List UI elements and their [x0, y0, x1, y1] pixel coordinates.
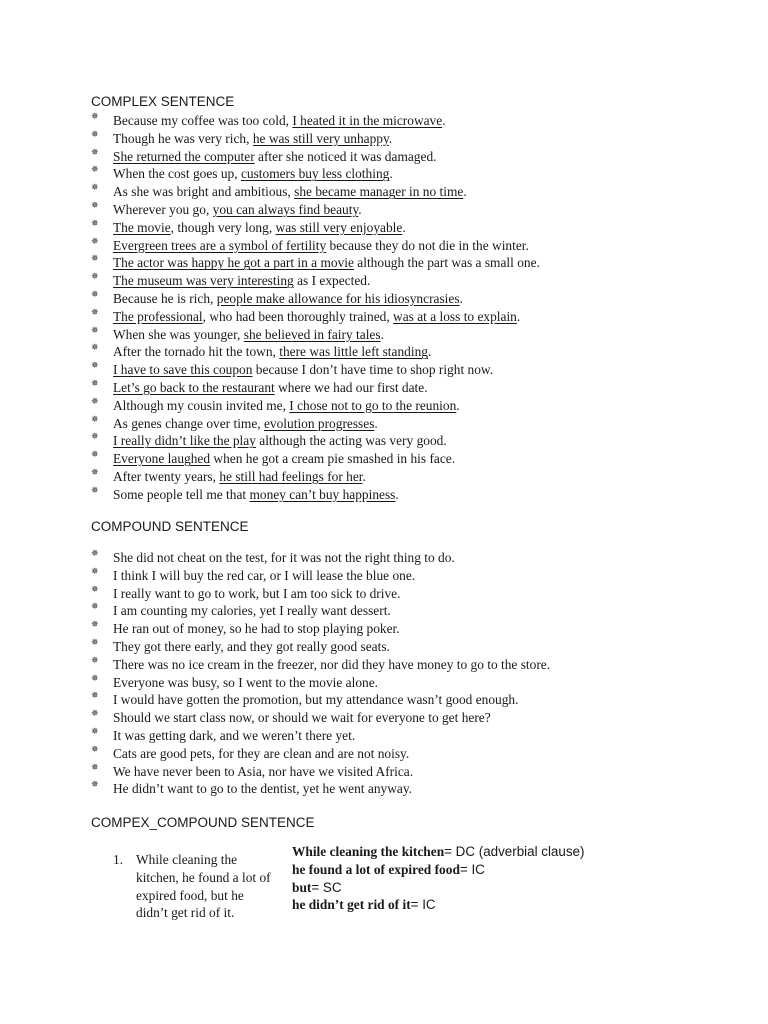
- compound-sentence-list: [0, 549, 550, 798]
- main-clause-underlined: I chose not to go to the reunion: [289, 397, 457, 413]
- clause-text: .: [362, 468, 366, 484]
- main-clause-underlined: she believed in fairy tales: [243, 326, 381, 342]
- analysis-row: [292, 843, 584, 861]
- complex-sentence-heading: COMPLEX SENTENCE: [91, 94, 235, 109]
- bullet-icon: ✵: [91, 485, 99, 496]
- bullet-icon: ✵: [91, 450, 99, 461]
- list-item: [0, 602, 550, 620]
- main-clause-underlined: She returned the computer: [113, 148, 255, 164]
- main-clause-underlined: there was little left standing: [279, 344, 428, 360]
- sentence-text: I would have gotten the promotion, but my attendance wasn’t good enough.: [113, 692, 519, 708]
- complex-compound-example: [0, 843, 768, 943]
- bullet-icon: ✵: [91, 129, 99, 140]
- clause-label: = IC: [459, 861, 485, 877]
- clause-text: .: [395, 486, 399, 502]
- clause-text: , though very long,: [170, 219, 276, 235]
- list-item: [0, 361, 540, 379]
- bullet-icon: ✵: [91, 254, 99, 265]
- clause-text: Some people tell me that: [113, 486, 250, 502]
- bullet-icon: ✵: [91, 183, 99, 194]
- main-clause-underlined: Let’s go back to the restaurant: [113, 379, 275, 395]
- list-item: [0, 549, 550, 567]
- list-item: [0, 567, 550, 585]
- list-item: [0, 343, 540, 361]
- clause-text: After twenty years,: [113, 468, 220, 484]
- analysis-row: [292, 861, 584, 879]
- main-clause-underlined: was at a loss to explain: [393, 308, 517, 324]
- clause-text: As genes change over time,: [113, 415, 264, 431]
- list-item: [0, 308, 540, 326]
- main-clause-underlined: The actor was happy he got a part in a movie: [113, 255, 354, 271]
- list-item: [0, 326, 540, 344]
- sentence-text: It was getting dark, and we weren’t there yet.: [113, 727, 356, 743]
- sentence-text: Should we start class now, or should we wait for everyone to get here?: [113, 710, 491, 726]
- main-clause-underlined: The professional: [113, 308, 203, 324]
- bullet-icon: ✵: [91, 467, 99, 478]
- clause-text: .: [456, 397, 460, 413]
- bullet-icon: ✵: [91, 566, 99, 577]
- clause-text: .: [358, 201, 362, 217]
- main-clause-underlined: The movie: [113, 219, 171, 235]
- bullet-icon: ✵: [91, 218, 99, 229]
- list-item: [0, 112, 540, 130]
- bullet-icon: ✵: [91, 200, 99, 211]
- clause-text: Because he is rich,: [113, 290, 217, 306]
- bullet-icon: ✵: [91, 325, 99, 336]
- list-item: [0, 745, 550, 763]
- clause-text: As she was bright and ambitious,: [113, 184, 295, 200]
- bullet-icon: ✵: [91, 361, 99, 372]
- sentence-text: Cats are good pets, for they are clean and are not noisy.: [113, 745, 410, 761]
- bullet-icon: ✵: [91, 637, 99, 648]
- clause-text: as I expected.: [293, 273, 371, 289]
- main-clause-underlined: I heated it in the microwave: [292, 113, 443, 128]
- sentence-text: She did not cheat on the test, for it was not the right thing to do.: [113, 550, 455, 565]
- bullet-icon: ✵: [91, 584, 99, 595]
- bullet-icon: ✵: [91, 602, 99, 613]
- list-item: [0, 432, 540, 450]
- clause-text: .: [459, 290, 463, 306]
- bullet-icon: ✵: [91, 762, 99, 773]
- main-clause-underlined: he was still very unhappy: [252, 130, 389, 146]
- sentence-line: expired food, but he: [136, 887, 244, 903]
- clause-part: he didn’t get rid of it: [292, 897, 411, 913]
- list-item: [0, 219, 540, 237]
- sentence-line: While cleaning the: [136, 852, 238, 867]
- bullet-icon: ✵: [91, 620, 99, 631]
- bullet-icon: ✵: [91, 780, 99, 791]
- main-clause-underlined: he still had feelings for her: [219, 468, 363, 484]
- list-item: [0, 486, 540, 504]
- list-item: [0, 709, 550, 727]
- analysis-row: [292, 879, 584, 897]
- list-item: [0, 183, 540, 201]
- clause-text: Wherever you go,: [113, 201, 213, 217]
- bullet-icon: ✵: [91, 112, 99, 122]
- list-item: [0, 290, 540, 308]
- list-item: [0, 727, 550, 745]
- clause-text: When the cost goes up,: [113, 166, 241, 182]
- bullet-icon: ✵: [91, 236, 99, 247]
- bullet-icon: ✵: [91, 289, 99, 300]
- clause-text: .: [388, 130, 393, 146]
- bullet-icon: ✵: [91, 378, 99, 389]
- sentence-line: didn’t get rid of it.: [136, 905, 235, 921]
- main-clause-underlined: The museum was very interesting: [113, 273, 294, 289]
- main-clause-underlined: money can’t buy happiness: [249, 486, 396, 502]
- complex-compound-heading: COMPEX_COMPOUND SENTENCE: [91, 815, 315, 830]
- clause-text: .: [463, 184, 467, 200]
- clause-text: Although my cousin invited me,: [113, 397, 290, 413]
- list-item: [0, 272, 540, 290]
- list-item: [0, 674, 550, 692]
- example-sentence: [136, 851, 290, 922]
- bullet-icon: ✵: [91, 414, 99, 425]
- list-item: [0, 691, 550, 709]
- list-item: [0, 130, 540, 148]
- clause-part: While cleaning the kitchen: [292, 844, 445, 859]
- list-item: [0, 638, 550, 656]
- bullet-icon: ✵: [91, 744, 99, 755]
- bullet-icon: ✵: [91, 709, 99, 720]
- bullet-icon: ✵: [91, 726, 99, 737]
- clause-part: but: [292, 879, 312, 895]
- sentence-text: I really want to go to work, but I am too sick to drive.: [113, 585, 401, 601]
- list-item: [0, 415, 540, 433]
- analysis-row: [292, 896, 584, 914]
- list-item: [0, 379, 540, 397]
- list-item: [0, 397, 540, 415]
- list-item: [0, 201, 540, 219]
- main-clause-underlined: I really didn’t like the play: [113, 433, 256, 449]
- clause-label: = SC: [311, 879, 342, 895]
- sentence-text: He didn’t want to go to the dentist, yet he went anyway.: [113, 781, 412, 797]
- sentence-text: They got there early, and they got really good seats.: [113, 638, 390, 654]
- list-item: [0, 585, 550, 603]
- list-item: [0, 237, 540, 255]
- clause-text: Though he was very rich,: [113, 130, 253, 146]
- bullet-icon: ✵: [91, 147, 99, 158]
- compound-sentence-heading: COMPOUND SENTENCE: [91, 519, 249, 534]
- list-item: [0, 656, 550, 674]
- main-clause-underlined: was still very enjoyable: [275, 219, 403, 235]
- list-item: [0, 763, 550, 781]
- clause-text: after she noticed it was damaged.: [254, 148, 437, 164]
- sentence-text: I think I will buy the red car, or I will lease the blue one.: [113, 567, 416, 583]
- main-clause-underlined: Evergreen trees are a symbol of fertility: [113, 237, 327, 253]
- clause-text: where we had our first date.: [274, 379, 428, 395]
- bullet-icon: ✵: [91, 655, 99, 666]
- main-clause-underlined: evolution progresses: [263, 415, 375, 431]
- clause-text: when he got a cream pie smashed in his face.: [210, 451, 456, 467]
- clause-text: although the acting was very good.: [255, 433, 447, 449]
- list-item: [0, 620, 550, 638]
- list-item: [0, 254, 540, 272]
- bullet-icon: ✵: [91, 272, 99, 283]
- bullet-icon: ✵: [91, 165, 99, 176]
- complex-sentence-list: [0, 112, 540, 504]
- bullet-icon: ✵: [91, 691, 99, 702]
- clause-text: .: [427, 344, 432, 360]
- clause-text: Because my coffee was too cold,: [113, 113, 293, 128]
- list-item: [0, 165, 540, 183]
- sentence-text: He ran out of money, so he had to stop playing poker.: [113, 621, 400, 637]
- main-clause-underlined: I have to save this coupon: [113, 362, 253, 378]
- clause-text: After the tornado hit the town,: [113, 344, 280, 360]
- list-item: [0, 148, 540, 166]
- main-clause-underlined: people make allowance for his idiosyncrasies: [216, 290, 460, 306]
- clause-label: = IC: [410, 897, 436, 913]
- bullet-icon: ✵: [91, 673, 99, 684]
- clause-text: .: [402, 219, 406, 235]
- clause-text: , who had been thoroughly trained,: [202, 308, 394, 324]
- sentence-line: kitchen, he found a lot of: [136, 869, 271, 885]
- main-clause-underlined: customers buy less clothing: [240, 166, 390, 182]
- list-item: [0, 468, 540, 486]
- main-clause-underlined: she became manager in no time: [294, 184, 464, 200]
- sentence-text: I am counting my calories, yet I really want dessert.: [113, 603, 391, 619]
- main-clause-underlined: you can always find beauty: [212, 201, 359, 217]
- sentence-text: There was no ice cream in the freezer, nor did they have money to go to the store.: [113, 656, 551, 672]
- main-clause-underlined: Everyone laughed: [113, 451, 211, 467]
- sentence-text: We have never been to Asia, nor have we visited Africa.: [113, 763, 414, 779]
- clause-text: because they do not die in the winter.: [326, 237, 529, 253]
- clause-text: .: [389, 166, 393, 182]
- clause-text: .: [516, 308, 521, 324]
- clause-text: .: [374, 415, 378, 431]
- clause-text: When she was younger,: [113, 326, 244, 342]
- clause-text: although the part was a small one.: [353, 255, 540, 271]
- list-item: [0, 780, 550, 798]
- clause-part: he found a lot of expired food: [292, 861, 460, 877]
- bullet-icon: ✵: [91, 343, 99, 354]
- sentence-analysis: [292, 843, 584, 914]
- bullet-icon: ✵: [91, 307, 99, 318]
- clause-label: = DC (adverbial clause): [444, 844, 585, 859]
- bullet-icon: ✵: [91, 396, 99, 407]
- list-number: 1.: [113, 852, 124, 867]
- bullet-icon: ✵: [91, 432, 99, 443]
- clause-text: because I don’t have time to shop right now.: [252, 362, 494, 378]
- clause-text: .: [380, 326, 384, 342]
- clause-text: .: [442, 113, 446, 128]
- bullet-icon: ✵: [91, 549, 99, 559]
- sentence-text: Everyone was busy, so I went to the movie alone.: [113, 674, 379, 690]
- list-item: [0, 450, 540, 468]
